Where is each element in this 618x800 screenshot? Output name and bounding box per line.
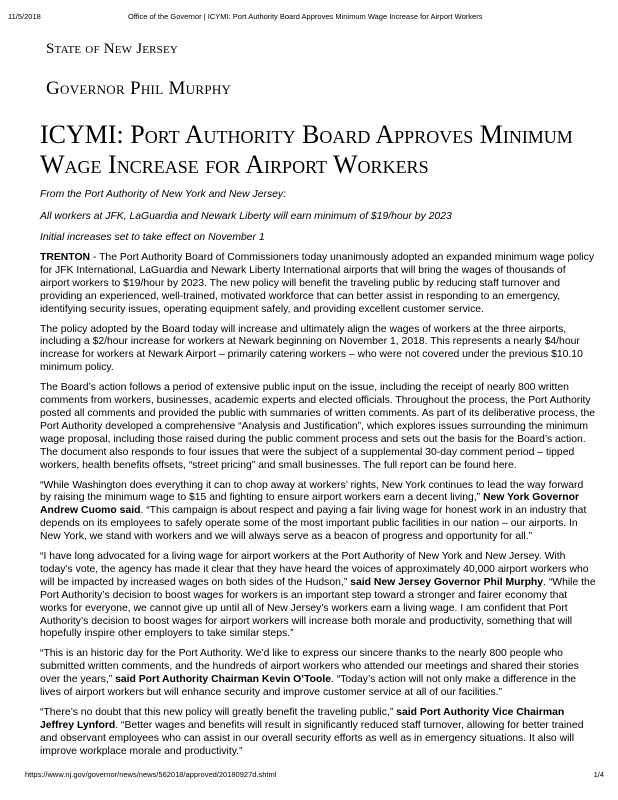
dateline: TRENTON xyxy=(40,252,91,263)
intro-source: From the Port Authority of New York and New Jersey: xyxy=(40,189,287,200)
state-name-link[interactable]: State of New Jersey xyxy=(46,41,179,57)
print-date: 11/5/2018 xyxy=(8,12,41,21)
speaker-attribution: said Port Authority Vice Chairman Jeffrey Lynford xyxy=(40,707,565,731)
paragraph-1: TRENTON - The Port Authority Board of Commissioners today unanimously adopted an expanded minimum wage policy for JFK International, LaGuardia and Newark Liberty International airports that will bring the wages of thousands of airport workers to $19/hour by 2023. The new policy will benefit the traveling public by reducing staff turnover and providing an experienced, well-trained, motivated workforce that can better assist in responding to an emergency, identifying security issues, operating equipment safely, and providing excellent customer service. xyxy=(40,252,595,315)
paragraph-5: “I have long advocated for a living wage for airport workers at the Port Authority of New York and New Jersey. With today’s vote, the agency has made it clear that they have heard the voices of approximately 40,000 airport workers who will be impacted by increased wages on both sides of the Hudson,” said New Jersey Governor Phil Murphy. “While the Port Authority’s decision to boost wages for workers is an important step toward a stronger and fairer economy that works for everyone, we cannot give up until all of New Jersey’s workers earn a living wage. I am confident that Port Authority’s decision to boost wages for airport workers will increase both morale and productivity, something that will hopefully inspire other employers to take similar steps.” xyxy=(40,551,596,640)
article-title: ICYMI: Port Authority Board Approves Minimum Wage Increase for Airport Workers xyxy=(40,120,573,179)
paragraph-2: The policy adopted by the Board today will increase and ultimately align the wages of workers at the three airports, including a $2/hour increase for workers at Newark beginning on November 1, 2018. This represents a nearly $4/hour increase for workers at Newark Airport – primarily catering workers – who were not covered under the previous $10.10 minimum policy. xyxy=(40,323,583,374)
print-url: https://www.nj.gov/governor/news/news/562018/approved/20180927d.shtml xyxy=(25,770,277,779)
intro-subhead-2: Initial increases set to take effect on November 1 xyxy=(40,232,265,243)
speaker-attribution: said Port Authority Chairman Kevin O’Toole xyxy=(115,674,331,686)
article-body xyxy=(40,252,596,766)
print-header xyxy=(8,12,610,21)
print-page-title: Office of the Governor | ICYMI: Port Authority Board Approves Minimum Wage Increase for Airport Workers xyxy=(128,12,483,21)
print-footer xyxy=(25,770,604,779)
speaker-attribution: said New Jersey Governor Phil Murphy xyxy=(350,576,544,588)
intro-subhead: All workers at JFK, LaGuardia and Newark Liberty will earn minimum of $19/hour by 2023 xyxy=(40,211,452,222)
paragraph-6: “This is an historic day for the Port Authority. We’d like to express our sincere thanks to the nearly 800 people who submitted written comments, and the hundreds of airport workers who attended our meetings and shared their stories over the years,” said Port Authority Chairman Kevin O’Toole. “Today’s action will not only make a difference in the lives of airport workers but will enhance security and improve customer service at all of our facilities.” xyxy=(40,648,579,699)
governor-name-link[interactable]: Governor Phil Murphy xyxy=(46,78,232,99)
paragraph-3: The Board’s action follows a period of extensive public input on the issue, including the receipt of nearly 800 written comments from workers, businesses, academic experts and elected officials. Throughout the process, the Port Authority posted all comments and provided the public with summaries of written comments. As part of its deliberative process, the Port Authority developed a comprehensive “Analysis and Justification”, which explores issues surrounding the minimum wage proposal, including those raised during the public comment process and sets out the basis for the Board’s action. The document also responds to four issues that were the subject of a supplemental 30-day comment period – tipped workers, health benefits offsets, “street pricing” and small businesses. The full report can be found here. xyxy=(40,382,596,471)
page-number: 1/4 xyxy=(593,770,604,779)
speaker-attribution: New York Governor Andrew Cuomo said xyxy=(40,492,580,517)
paragraph-7: “There’s no doubt that this new policy will greatly benefit the traveling public,” said Port Authority Vice Chairman Jeffrey Lynford. “Better wages and benefits will result in significantly reduced staff turnover, allowing for better trained and observant employees who can assist in our overall security efforts as well as in emergency situations. It also will improve workplace morale and productivity.” xyxy=(40,707,584,757)
paragraph-4: “While Washington does everything it can to chop away at workers’ rights, New York continues to lead the way forward by raising the minimum wage to $15 and fighting to ensure airport workers earn a decent living,” New York Governor Andrew Cuomo said. “This campaign is about respect and paying a fair living wage for honest work in an industry that depends on its employees to safely operate some of the most important public facilities in our nation – our airports. In New York, we stand with workers and we will always serve as a beacon of progress and opportunity for all.” xyxy=(40,479,587,543)
